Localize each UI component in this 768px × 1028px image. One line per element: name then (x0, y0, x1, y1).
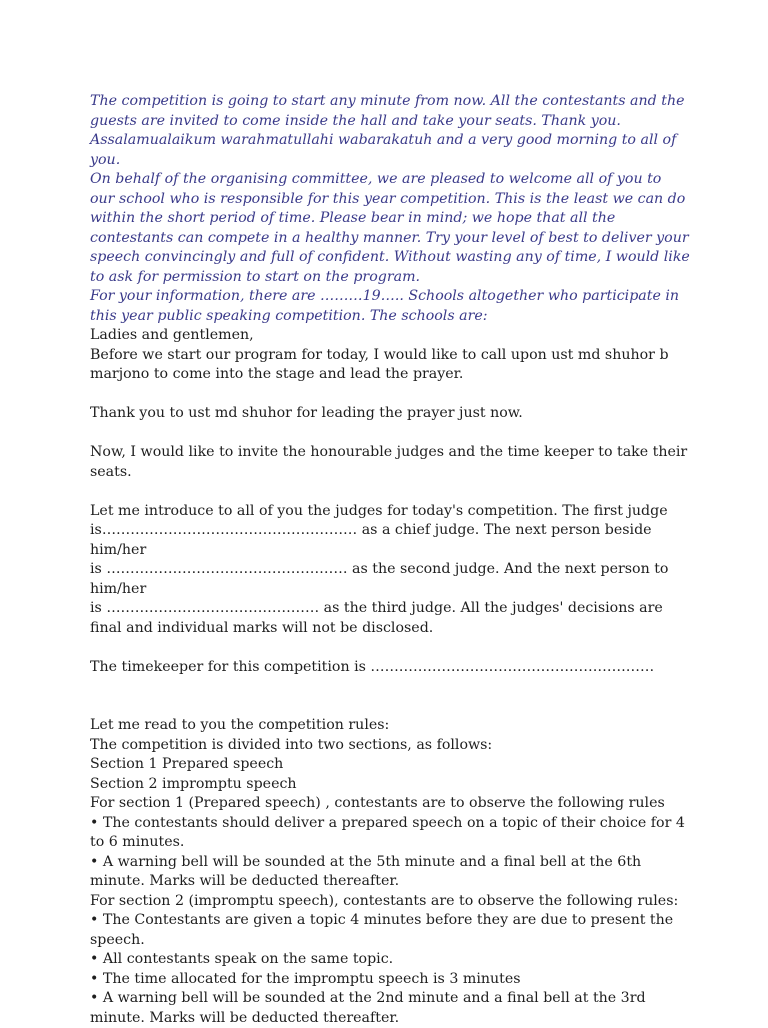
rules-line: Let me read to you the competition rules: (90, 717, 390, 733)
body-section (90, 326, 690, 1028)
timekeeper-paragraph: The timekeeper for this competition is …………………………………………………… (90, 658, 655, 675)
rules-line: • A warning bell will be sounded at the 2nd minute and a final bell at the 3rd minute. Marks will be deducted thereafter. (90, 990, 646, 1026)
rules-line: Section 1 Prepared speech (90, 756, 284, 772)
document-page (90, 92, 690, 1028)
rules-line: For section 2 (impromptu speech), contestants are to observe the following rules: (90, 892, 679, 909)
rules-line: • All contestants speak on the same topic. (90, 951, 394, 967)
rules-line: • The contestants should deliver a prepared speech on a topic of their choice for 4 to 6 minutes. (90, 814, 685, 850)
intro-section (90, 92, 690, 326)
rules-line: For section 1 (Prepared speech) , contestants are to observe the following rules (90, 795, 665, 811)
intro-paragraph: The competition is going to start any minute from now. All the contestants and the guests are invited to come inside the hall and take your seats. Thank you. (90, 93, 685, 129)
judges-intro-line: is …………………………………………… as the second judge. And the next person to him/her (90, 561, 669, 597)
intro-paragraph: Assalamualaikum warahmatullahi wabarakatuh and a very good morning to all of you. (90, 132, 677, 168)
rules-line: The competition is divided into two sections, as follows: (90, 736, 493, 753)
intro-paragraph: For your information, there are ………19….. Schools altogether who participate in this year public speaking competition. The schools are: (90, 288, 680, 324)
judges-intro-line: is……………………………………………… as a chief judge. The next person beside him/her (90, 522, 652, 558)
intro-paragraph: On behalf of the organising committee, we are pleased to welcome all of you to our school who is responsible for this year competition. This is the least we can do within the short period of time. Please bear in mind; we hope that all the contestants can compete in a healthy manner. Try your level of best to deliver your speech convincingly and full of confident. Without wasting any of time, I would like to ask for permission to start on the program. (90, 171, 690, 285)
judges-intro-line: Let me introduce to all of you the judges for today's competition. The first judge (90, 502, 668, 519)
greeting-line: Ladies and gentlemen, (90, 327, 254, 343)
judges-intro-line: is ……………………………………… as the third judge. All the judges' decisions are final and individual marks will not be disclosed. (90, 600, 663, 636)
rules-line: • The Contestants are given a topic 4 minutes before they are due to present the speech. (90, 912, 674, 948)
prayer-thanks-paragraph: Thank you to ust md shuhor for leading the prayer just now. (90, 405, 523, 421)
rules-line: • A warning bell will be sounded at the 5th minute and a final bell at the 6th minute. Marks will be deducted thereafter. (90, 853, 642, 889)
prayer-call-paragraph: Before we start our program for today, I would like to call upon ust md shuhor b marjono to come into the stage and lead the prayer. (90, 346, 669, 382)
rules-line: • The time allocated for the impromptu speech is 3 minutes (90, 970, 521, 987)
invite-judges-paragraph: Now, I would like to invite the honourable judges and the time keeper to take their seats. (90, 444, 688, 480)
rules-line: Section 2 impromptu speech (90, 775, 297, 792)
